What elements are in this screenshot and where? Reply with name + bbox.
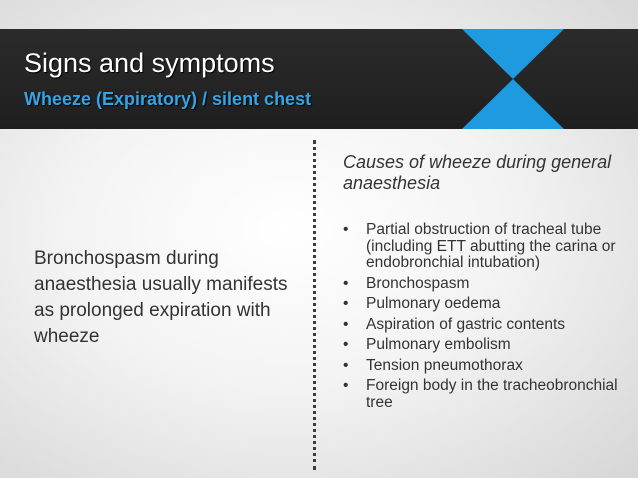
list-item: [343, 276, 633, 293]
causes-heading: Causes of wheeze during general anaesthesia: [343, 152, 612, 193]
cause-text: Partial obstruction of tracheal tube (including ETT abutting the carina or endobronchial intubation): [366, 221, 616, 271]
bullet: •: [343, 221, 349, 238]
list-item: [343, 337, 633, 354]
list-item: [343, 378, 633, 411]
slide-title: Signs and symptoms: [24, 48, 275, 78]
column-divider: [313, 140, 316, 470]
bullet: •: [343, 274, 349, 292]
hourglass-logo: [458, 0, 568, 129]
causes-list: [343, 222, 633, 415]
bullet: •: [343, 315, 349, 333]
list-item: [343, 296, 633, 313]
list-item: [343, 358, 633, 375]
cause-text: Aspiration of gastric contents: [366, 315, 566, 333]
cause-text: Foreign body in the tracheobronchial tree: [366, 377, 618, 411]
slide-subtitle: Wheeze (Expiratory) / silent chest: [24, 89, 312, 109]
cause-text: Bronchospasm: [366, 274, 470, 292]
list-item: [343, 317, 633, 334]
bullet: •: [343, 336, 349, 353]
bronchospasm-summary: Bronchospasm during anaesthesia usually manifests as prolonged expiration with wheeze: [34, 248, 288, 347]
cause-text: Pulmonary oedema: [366, 295, 501, 312]
cause-text: Tension pneumothorax: [366, 356, 523, 374]
bullet: •: [343, 295, 349, 312]
bullet: •: [343, 356, 349, 374]
cause-text: Pulmonary embolism: [366, 336, 511, 353]
list-item: [343, 222, 633, 272]
bullet: •: [343, 377, 349, 394]
